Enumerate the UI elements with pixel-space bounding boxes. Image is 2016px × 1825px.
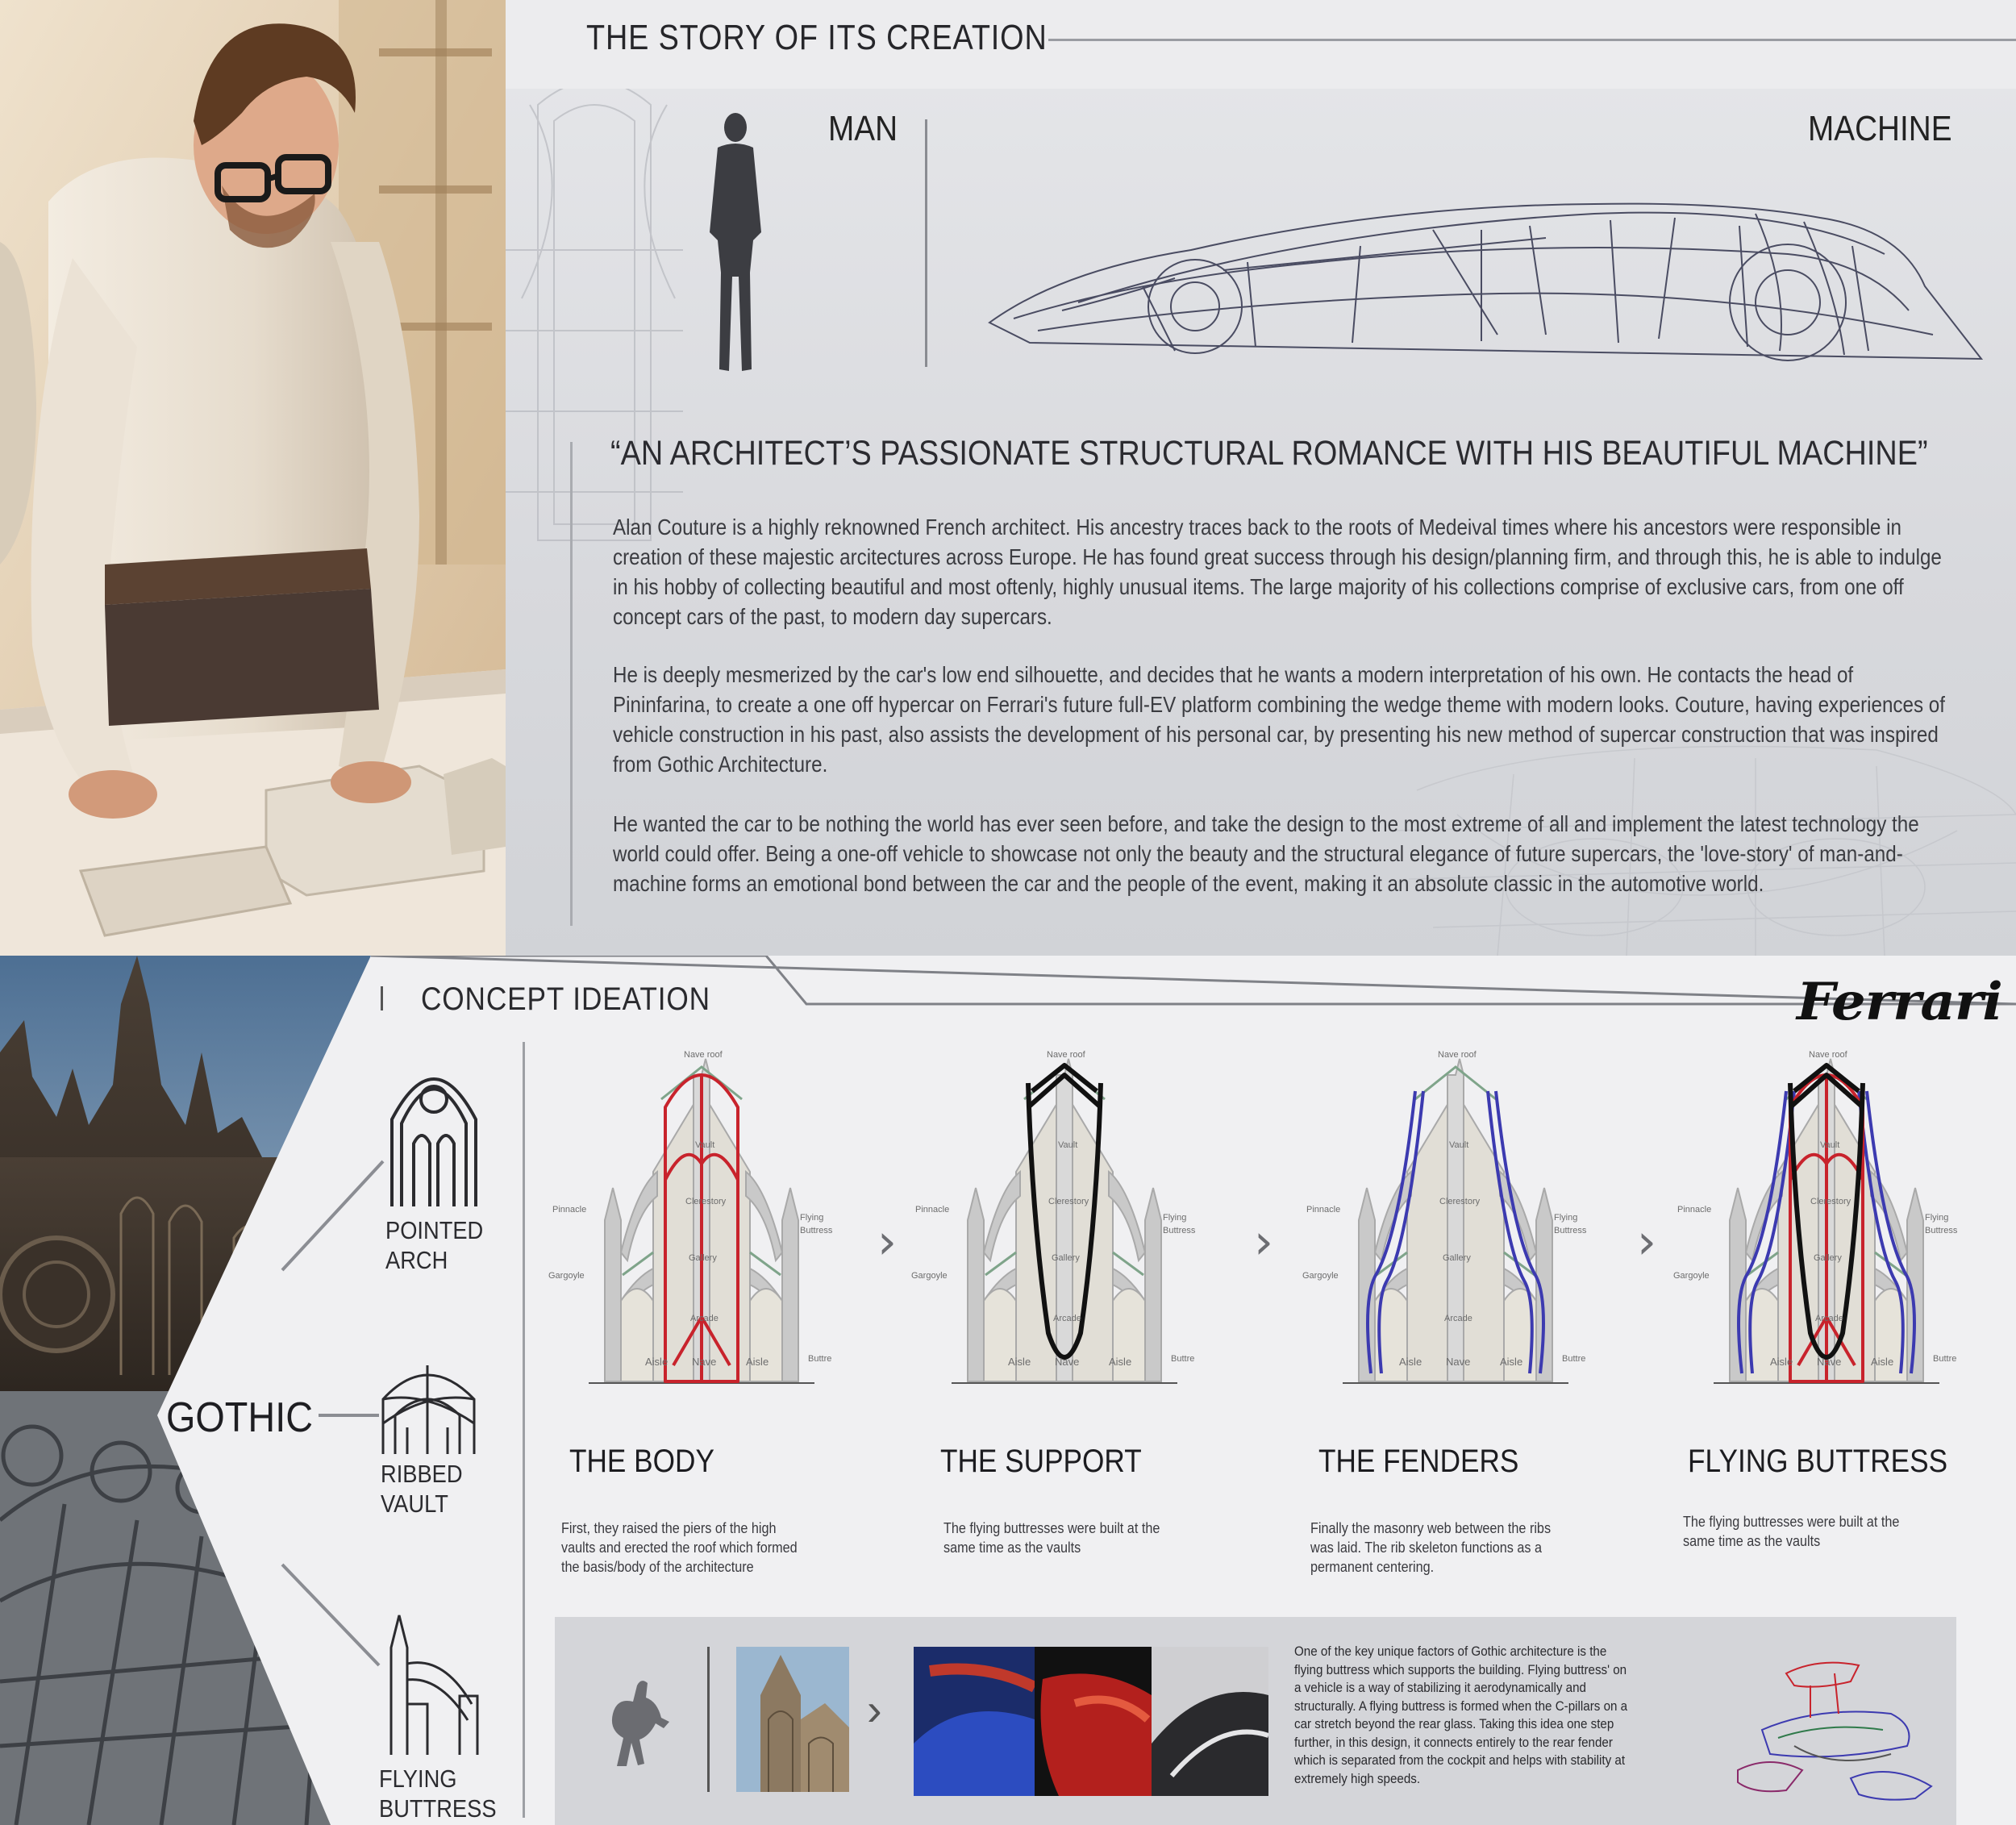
story-paragraph-2: He is deeply mesmerized by the car's low end silhouette, and decides that he wants a modern interpretation of his own. He contacts the head of Pininfarina, to create a one off hypercar on Ferrari's future full-EV platform combining the wedge theme with modern looks. Couture, having experiences of vehicle construction in his past, also assists the development of his personal car, by presenting his new method of supercar construction that was inspired from Gothic Architecture. [613,662,1945,777]
label-pinnacle: Pinnacle [1677,1205,1712,1215]
man-machine-divider [925,119,927,367]
gallery-arrow: › [867,1684,882,1735]
label-gargoyle: Gargoyle [911,1271,948,1281]
pointed-arch-icon [385,1055,482,1208]
stage-desc-1: First, they raised the piers of the high vaults and erected the roof which formed the basis/body of the architecture [561,1520,798,1575]
concept-title: CONCEPT IDEATION [421,981,710,1017]
label-buttress: Buttress [800,1226,833,1235]
man-silhouette-icon [703,111,768,377]
concept-section [0,956,2016,1825]
label-vault: Vault [1449,1140,1469,1150]
label-nave: Nave [692,1356,717,1368]
label-pinnacle: Pinnacle [1306,1205,1341,1215]
arch-ribbed-line1: RIBBED [381,1460,463,1488]
label-aisle-left: Aisle [1399,1356,1422,1368]
label-aisle-right: Aisle [1871,1356,1894,1368]
label-buttress-base: Buttre [1171,1354,1195,1364]
story-paragraph-3: He wanted the car to be nothing the world has ever seen before, and take the design to the most extreme of all and implement the latest technology the world could offer. Being a one-off vehicle to showcase not only the beauty and the structural elegance of future supercars, the 'love-story' of man-and-machine forms an emotional bond between the car and the people of the event, making it an absolute classic in the automotive world. [613,811,1919,896]
label-aisle-right: Aisle [746,1356,769,1368]
arch-flying-line1: FLYING [379,1765,457,1793]
architect-photo [0,0,506,956]
label-buttress-base: Buttre [808,1354,832,1364]
ferrari-logo: Ferrari [1797,972,2002,1032]
label-gallery: Gallery [689,1253,717,1263]
label-arcade: Arcade [1053,1314,1081,1323]
label-gargoyle: Gargoyle [1673,1271,1710,1281]
stage-desc-2: The flying buttresses were built at the same time as the vaults [943,1520,1160,1556]
label-nave-roof: Nave roof [1047,1050,1085,1060]
label-arcade: Arcade [1444,1314,1472,1323]
label-vault: Vault [1820,1140,1840,1150]
label-buttress: Buttress [1163,1226,1196,1235]
label-flying: Flying [1925,1213,1949,1223]
label-buttress: Buttress [1925,1226,1958,1235]
label-nave-roof: Nave roof [684,1050,723,1060]
label-clerestory: Clerestory [685,1197,727,1206]
prancing-horse-icon [593,1673,673,1770]
gallery-description: One of the key unique factors of Gothic architecture is the flying buttress which supports the building. Flying buttress' on a vehicle is a way of stabilizing it aerodynamically and structurally. A flying buttress is formed when the C-pillars on a car stretch beyond the rear glass. Taking this idea one step further, in this design, it connects entirely to the rear fender which is separated from the cockpit and helps with stability at extremely high speeds. [1294,1644,1628,1786]
label-nave: Nave [1055,1356,1080,1368]
stage-diagram-2 [903,1043,1226,1414]
label-buttress-base: Buttre [1562,1354,1586,1364]
story-title: THE STORY OF ITS CREATION [586,18,1048,57]
stage-diagram-1 [540,1043,863,1414]
arch-pointed-line1: POINTED [385,1216,484,1244]
label-pinnacle: Pinnacle [915,1205,950,1215]
label-vault: Vault [695,1140,715,1150]
label-clerestory: Clerestory [1439,1197,1481,1206]
stage-desc-4: The flying buttresses were built at the same time as the vaults [1683,1514,1900,1549]
gothic-label: GOTHIC [166,1394,313,1441]
stage-arrow-3: › [1637,1214,1656,1270]
quote-rule [570,442,573,926]
story-panel [506,0,2016,956]
stage-title-1: THE BODY [569,1444,714,1479]
stage-title-4: FLYING BUTTRESS [1688,1444,1948,1479]
label-clerestory: Clerestory [1048,1197,1089,1206]
machine-wireframe [981,181,1997,371]
arch-divider [523,1042,525,1818]
label-vault: Vault [1058,1140,1078,1150]
arch-flying-line2: BUTTRESS [379,1794,497,1823]
label-gallery: Gallery [1443,1253,1471,1263]
label-gallery: Gallery [1814,1253,1842,1263]
label-nave: Nave [1817,1356,1842,1368]
stage-title-3: THE FENDERS [1318,1444,1519,1479]
label-clerestory: Clerestory [1810,1197,1851,1206]
label-aisle-right: Aisle [1109,1356,1132,1368]
label-aisle-left: Aisle [1770,1356,1793,1368]
machine-label: MACHINE [1808,109,1952,148]
label-aisle-left: Aisle [1008,1356,1031,1368]
label-aisle-right: Aisle [1500,1356,1523,1368]
car-sketch-layers [1689,1649,1956,1810]
stage-arrow-1: › [877,1214,897,1270]
arch-ribbed-label [381,1459,463,1519]
label-gargoyle: Gargoyle [548,1271,585,1281]
label-buttress: Buttress [1554,1226,1587,1235]
story-title-rule [1048,39,2016,41]
stage-diagram-3 [1294,1043,1617,1414]
man-label: MAN [828,109,898,148]
ribbed-vault-icon [379,1359,480,1456]
label-nave: Nave [1446,1356,1471,1368]
label-flying: Flying [1163,1213,1187,1223]
label-arcade: Arcade [690,1314,719,1323]
stage-desc-3: Finally the masonry web between the ribs was laid. The rib skeleton functions as a permanent centering. [1310,1520,1552,1575]
label-gallery: Gallery [1052,1253,1080,1263]
arch-pointed-label [385,1215,483,1275]
stage-diagram-4 [1665,1043,1988,1414]
arch-flying-label [379,1764,497,1823]
label-gargoyle: Gargoyle [1302,1271,1339,1281]
architect-photo-illustration [0,0,506,956]
label-flying: Flying [800,1213,824,1223]
label-pinnacle: Pinnacle [552,1205,587,1215]
gallery-divider [707,1647,710,1792]
story-paragraph-1: Alan Couture is a highly reknowned French architect. His ancestry traces back to the roots of Medeival times where his ancestors were responsible in creation of these majestic arcitectures across Europe. He has found great success through his design/planning firm, and through this, he is able to indulge in his hobby of collecting beautiful and most oftenly, highly unusual items. The large majority of his collections comprise of exclusive cars, from one off concept cars of the past, to modern day supercars. [613,515,1942,629]
label-arcade: Arcade [1815,1314,1843,1323]
stage-arrow-2: › [1254,1214,1273,1270]
story-quote: “AN ARCHITECT’S PASSIONATE STRUCTURAL ROMANCE WITH HIS BEAUTIFUL MACHINE” [610,434,1928,473]
concept-title-tick [381,986,383,1010]
label-flying: Flying [1554,1213,1578,1223]
stage-title-2: THE SUPPORT [940,1444,1142,1479]
arch-pointed-line2: ARCH [385,1246,448,1274]
label-nave-roof: Nave roof [1438,1050,1477,1060]
label-nave-roof: Nave roof [1809,1050,1847,1060]
label-aisle-left: Aisle [645,1356,669,1368]
flying-buttress-icon [379,1607,480,1756]
supercar-detail-photos [914,1647,1268,1796]
label-buttress-base: Buttre [1933,1354,1957,1364]
arch-ribbed-line2: VAULT [381,1490,448,1518]
cathedral-tower-photo [736,1647,849,1792]
